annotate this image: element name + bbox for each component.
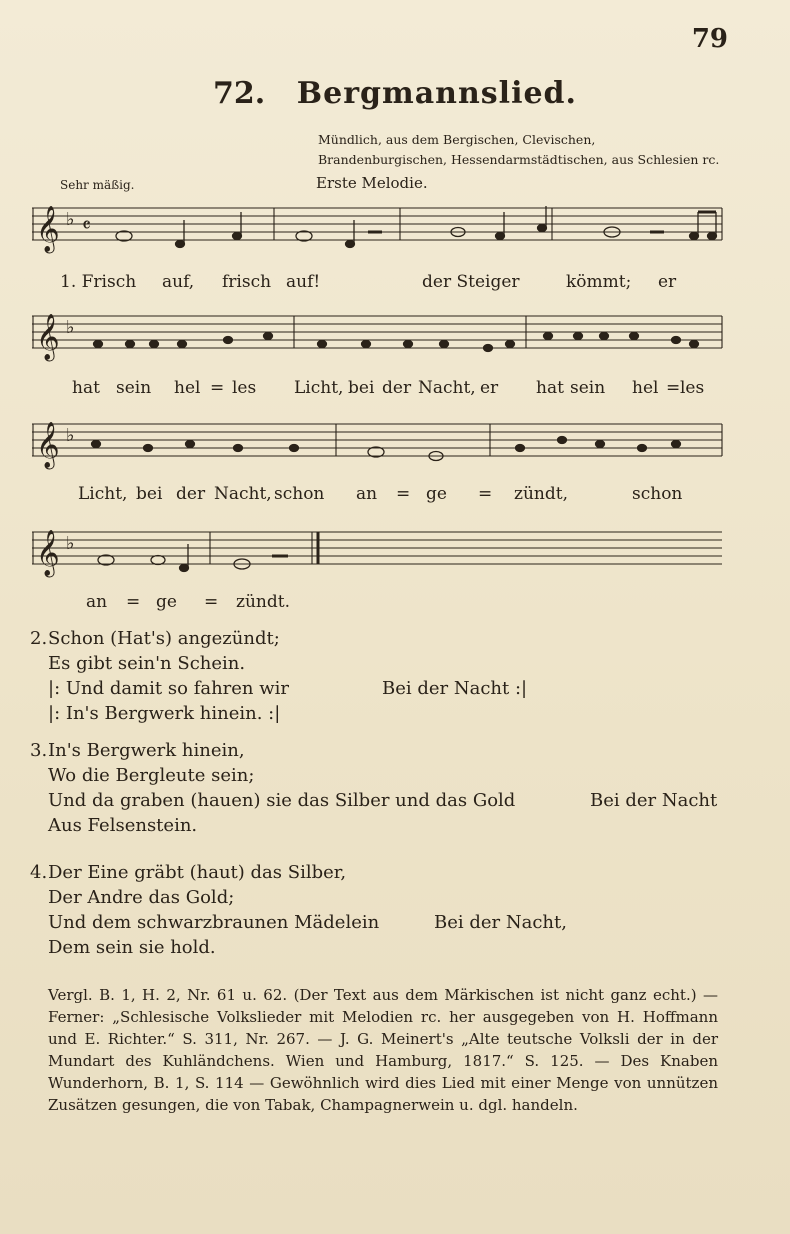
lyric-syllable: Licht,: [78, 484, 128, 504]
svg-text:𝄞: 𝄞: [36, 314, 60, 360]
verse-line: Schon (Hat's) angezündt;: [48, 628, 280, 649]
lyric-syllable: er: [480, 378, 499, 398]
lyric-syllable: les: [680, 378, 705, 398]
verse-number: 2.: [30, 628, 48, 649]
svg-text:𝄞: 𝄞: [36, 530, 60, 576]
lyrics-line-2: [60, 378, 720, 402]
lyric-syllable: Licht,: [294, 378, 344, 398]
verse-4: [30, 860, 750, 960]
staff-notation: [32, 198, 724, 268]
song-title: Bergmannslied.: [296, 76, 577, 111]
lyric-syllable: bei: [136, 484, 163, 504]
lyric-syllable: Nacht,: [214, 484, 272, 504]
lyric-syllable: zündt,: [514, 484, 568, 504]
verse-line: |: Und damit so fahren wir: [48, 678, 290, 699]
music-staff-2: [32, 306, 724, 376]
lyric-syllable: ge: [156, 592, 177, 612]
lyric-syllable: der Steiger: [422, 272, 520, 292]
lyric-syllable: 1. Frisch: [60, 272, 137, 292]
lyrics-line-3: [60, 484, 720, 508]
staff-notation: [32, 522, 724, 592]
verse-refrain: Bei der Nacht: [590, 790, 718, 811]
verse-line: Es gibt sein'n Schein.: [48, 653, 246, 674]
lyric-syllable: hat: [536, 378, 564, 398]
lyric-syllable: schon: [274, 484, 325, 504]
music-staff-4: [32, 522, 724, 592]
lyric-syllable: hel: [174, 378, 201, 398]
lyric-syllable: er: [658, 272, 677, 292]
lyrics-line-4: [60, 592, 720, 616]
lyric-syllable: hat: [72, 378, 100, 398]
lyric-syllable: frisch: [222, 272, 272, 292]
song-heading: [0, 76, 790, 111]
lyric-syllable: les: [232, 378, 257, 398]
lyric-syllable: =: [666, 378, 681, 398]
lyric-syllable: hel: [632, 378, 659, 398]
music-staff-1: [32, 198, 724, 268]
lyric-syllable: auf!: [286, 272, 321, 292]
melody-label: Erste Melodie.: [316, 174, 428, 192]
verse-line: Der Andre das Gold;: [48, 887, 235, 908]
lyric-syllable: zündt.: [236, 592, 290, 612]
svg-text:♭: ♭: [66, 425, 75, 446]
verse-line: Dem sein sie hold.: [48, 937, 216, 958]
lyric-syllable: sein: [570, 378, 606, 398]
lyric-syllable: =: [396, 484, 411, 504]
footnote: Vergl. B. 1, H. 2, Nr. 61 u. 62. (Der Text aus dem Märkischen ist nicht ganz echt.) — Ferner: „Schlesische Volkslieder mit Melodien rc. her ausgegeben von H. Hoffmann und E. Richter.“ S. 311, Nr. 267. — J. G. Meinert's „Alte teutsche Volksli der in der Mundart des Kuhländchens. Wien und Hamburg, 1817.“ S. 125. — Des Knaben Wunderhorn, B. 1, S. 114 — Gewöhnlich wird dies Lied mit einer Menge von unnützen Zusätzen gesungen, die von Tabak, Champagnerwein u. dgl. handeln.: [48, 986, 718, 1114]
verse-refrain: Bei der Nacht,: [434, 912, 567, 933]
svg-text:♭: ♭: [66, 533, 75, 554]
verse-line: Und dem schwarzbraunen Mädelein: [48, 912, 380, 933]
lyric-syllable: sein: [116, 378, 152, 398]
lyric-syllable: schon: [632, 484, 683, 504]
lyric-syllable: der: [382, 378, 412, 398]
lyric-syllable: =: [126, 592, 141, 612]
verse-2: [30, 626, 750, 726]
song-number: 72.: [213, 76, 266, 111]
staff-notation: [32, 414, 724, 484]
music-staff-3: [32, 414, 724, 484]
verse-line: Aus Felsenstein.: [48, 815, 198, 836]
verse-number: 4.: [30, 862, 48, 883]
tempo-marking: Sehr mäßig.: [60, 178, 135, 192]
lyrics-line-1: [60, 272, 720, 296]
verse-line: |: In's Bergwerk hinein. :|: [48, 703, 281, 724]
lyric-syllable: an: [86, 592, 108, 612]
lyric-syllable: auf,: [162, 272, 195, 292]
lyric-syllable: =: [204, 592, 219, 612]
lyric-syllable: kömmt;: [566, 272, 632, 292]
lyric-syllable: Nacht,: [418, 378, 476, 398]
svg-text:𝄞: 𝄞: [36, 422, 60, 468]
svg-text:𝄴: 𝄴: [82, 213, 91, 237]
verse-refrain: Bei der Nacht :|: [382, 678, 528, 699]
lyric-syllable: =: [478, 484, 493, 504]
staff-notation: [32, 306, 724, 376]
lyric-syllable: an: [356, 484, 378, 504]
verse-line: Wo die Bergleute sein;: [48, 765, 255, 786]
verse-number: 3.: [30, 740, 48, 761]
lyric-syllable: der: [176, 484, 206, 504]
lyric-syllable: ge: [426, 484, 447, 504]
lyric-syllable: bei: [348, 378, 375, 398]
svg-text:♭: ♭: [66, 317, 75, 338]
verse-line: Der Eine gräbt (haut) das Silber,: [48, 862, 347, 883]
verse-line: Und da graben (hauen) sie das Silber und das Gold: [48, 790, 516, 811]
page-number: 79: [691, 24, 728, 54]
svg-text:♭: ♭: [66, 209, 75, 230]
verse-line: In's Bergwerk hinein,: [48, 740, 245, 761]
verse-3: [30, 738, 750, 838]
lyric-syllable: =: [210, 378, 225, 398]
svg-text:𝄞: 𝄞: [36, 206, 60, 252]
song-source: Mündlich, aus dem Bergischen, Clevischen, Brandenburgischen, Hessendarmstädtischen, aus Schlesien rc.: [318, 132, 720, 167]
